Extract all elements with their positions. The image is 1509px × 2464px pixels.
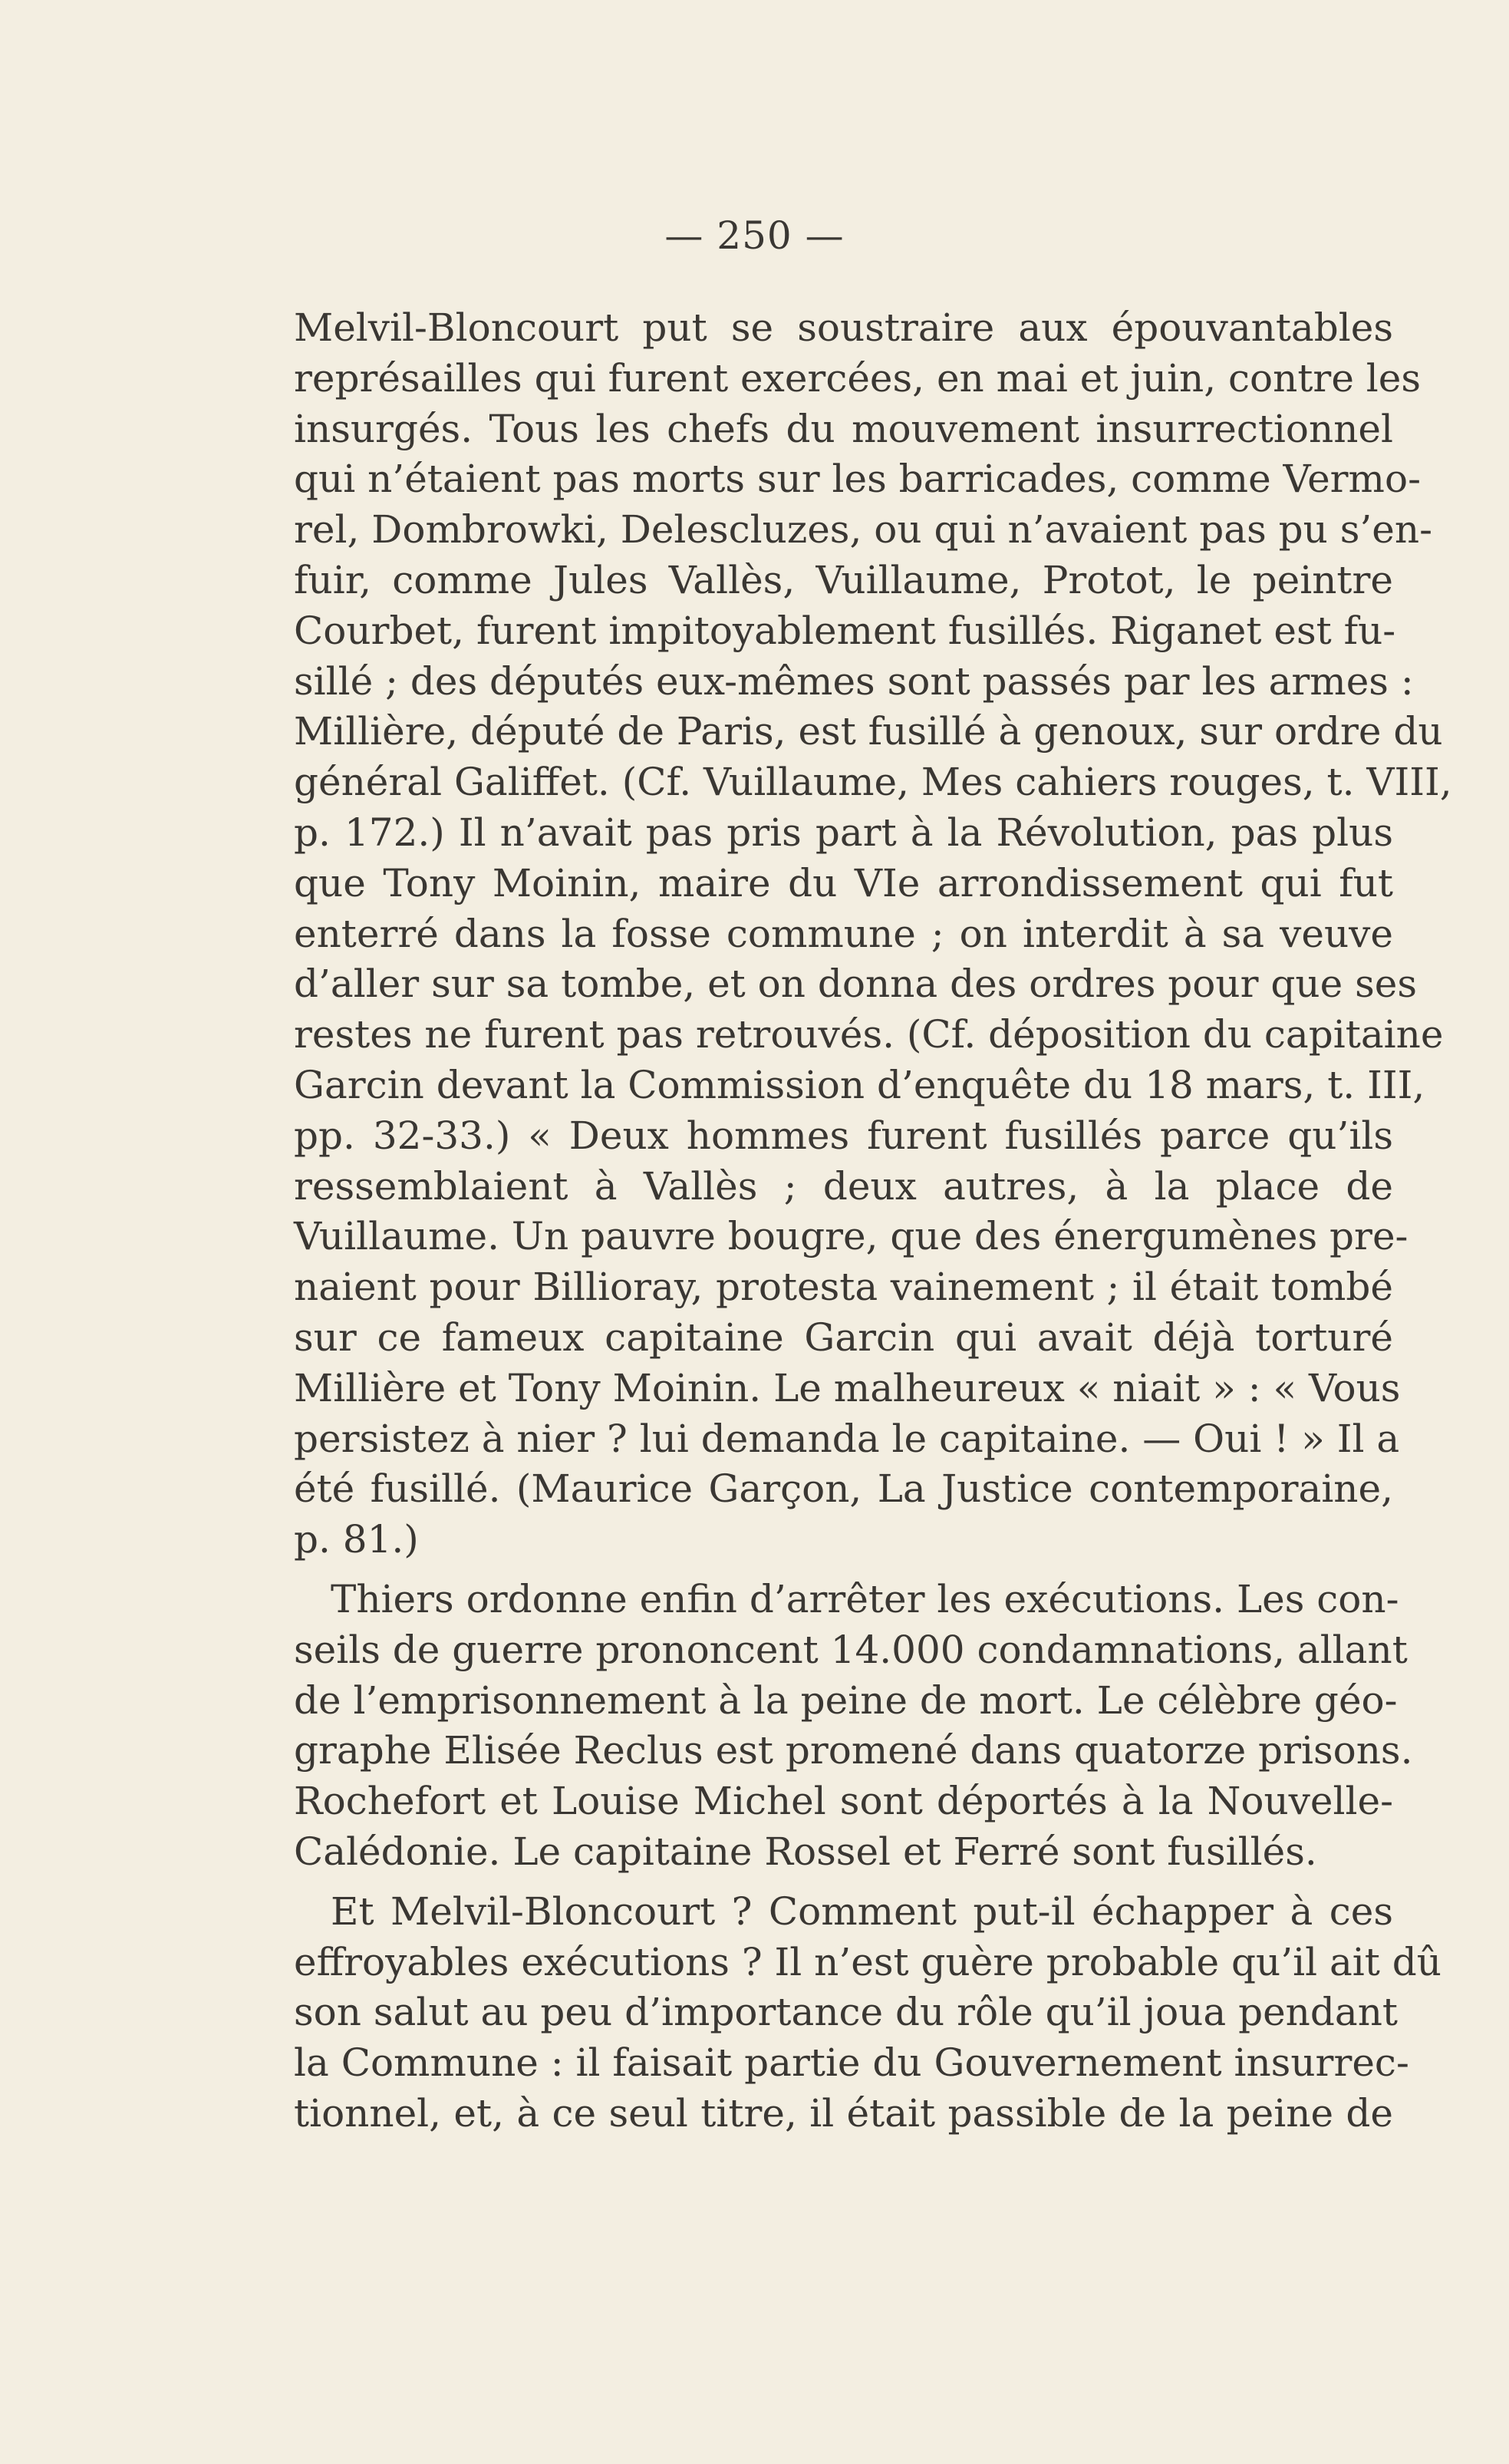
text-line: que Tony Moinin, maire du VIe arrondissement qui fut <box>294 860 1393 905</box>
text-line: seils de guerre prononcent 14.000 condamnations, allant <box>294 1627 1408 1672</box>
text-line: sur ce fameux capitaine Garcin qui avait déjà torturé <box>294 1314 1393 1360</box>
text-line: Rochefort et Louise Michel sont déportés à la Nouvelle- <box>294 1779 1393 1824</box>
text-line: Calédonie. Le capitaine Rossel et Ferré sont fusillés. <box>294 1829 1317 1874</box>
text-line: de l’emprisonnement à la peine de mort. Le célèbre géo- <box>294 1677 1398 1723</box>
text-line: d’aller sur sa tombe, et on donna des ordres pour que ses <box>294 962 1417 1007</box>
page-number: — 250 — <box>664 213 845 258</box>
text-line: Courbet, furent impitoyablement fusillés. Riganet est fu- <box>294 608 1396 653</box>
paragraph-1 <box>294 303 1452 1565</box>
paragraph-2 <box>294 1575 1413 1878</box>
text-line: été fusillé. (Maurice Garçon, La Justice contemporaine, <box>294 1466 1393 1512</box>
text-line: insurgés. Tous les chefs du mouvement insurrectionnel <box>294 406 1393 451</box>
text-line: Thiers ordonne enfin d’arrêter les exécutions. Les con- <box>331 1576 1399 1621</box>
text-line: pp. 32-33.) « Deux hommes furent fusillés parce qu’ils <box>294 1113 1393 1158</box>
text-line: p. 172.) Il n’avait pas pris part à la Révolution, pas plus <box>294 810 1393 855</box>
body-text <box>294 303 1452 2139</box>
text-line: p. 81.) <box>294 1517 419 1562</box>
text-line: général Galiffet. (Cf. Vuillaume, Mes cahiers rouges, t. VIII, <box>294 760 1452 805</box>
text-line: enterré dans la fosse commune ; on interdit à sa veuve <box>294 911 1393 956</box>
text-line: son salut au peu d’importance du rôle qu’il joua pendant <box>294 1990 1398 2035</box>
text-line: fuir, comme Jules Vallès, Vuillaume, Protot, le peintre <box>294 557 1393 602</box>
paragraph-3 <box>294 1887 1441 2139</box>
text-line: ressemblaient à Vallès ; deux autres, à la place de <box>294 1163 1393 1209</box>
text-line: Vuillaume. Un pauvre bougre, que des énergumènes pre- <box>294 1214 1409 1259</box>
text-line: persistez à nier ? lui demanda le capitaine. — Oui ! » Il a <box>294 1416 1400 1461</box>
text-line: Millière et Tony Moinin. Le malheureux « niait » : « Vous <box>294 1365 1401 1410</box>
text-line: Melvil-Bloncourt put se soustraire aux épouvantables <box>294 305 1393 350</box>
text-line: qui n’étaient pas morts sur les barricades, comme Vermo- <box>294 457 1421 502</box>
text-line: Millière, député de Paris, est fusillé à genoux, sur ordre du <box>294 709 1443 754</box>
text-line: Garcin devant la Commission d’enquête du 18 mars, t. III, <box>294 1062 1425 1107</box>
text-line: sillé ; des députés eux-mêmes sont passés par les armes : <box>294 658 1414 704</box>
text-line: naient pour Billioray, protesta vainement ; il était tombé <box>294 1265 1393 1310</box>
text-line: la Commune : il faisait partie du Gouvernement insurrec- <box>294 2040 1409 2086</box>
text-line: tionnel, et, à ce seul titre, il était passible de la peine de <box>294 2090 1393 2136</box>
text-line: effroyables exécutions ? Il n’est guère probable qu’il ait dû <box>294 1939 1441 1984</box>
text-line: Et Melvil-Bloncourt ? Comment put-il échapper à ces <box>331 1888 1393 1934</box>
text-line: restes ne furent pas retrouvés. (Cf. déposition du capitaine <box>294 1012 1444 1057</box>
text-line: rel, Dombrowki, Delescluzes, ou qui n’avaient pas pu s’en- <box>294 507 1432 553</box>
text-line: graphe Elisée Reclus est promené dans quatorze prisons. <box>294 1728 1413 1773</box>
text-line: représailles qui furent exercées, en mai et juin, contre les <box>294 355 1422 401</box>
